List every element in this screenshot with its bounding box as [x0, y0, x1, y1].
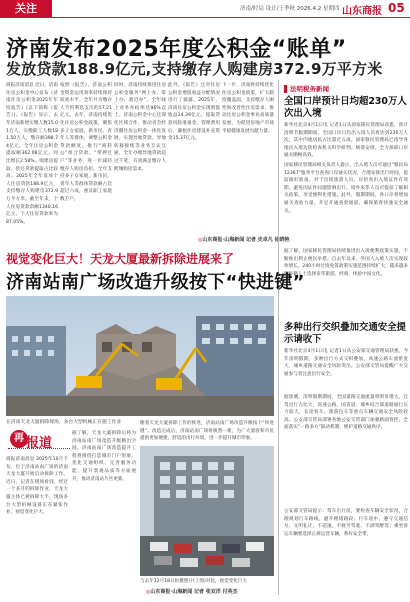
article2-author: [146, 588, 238, 595]
right-article2-para1: 新华社北京4月1日电 记者1日从公安部交通管理局获悉，今年清明假期，多种出行方式交织叠加，高速公路车流密度大，城乡道路交通安全风险突出。公安部交管局提醒广大交通参与者注意出行安全。: [284, 349, 408, 377]
article1-column-2: 按照《报告》，济南公积金资金运用效率持续保持较高水平。全年共为缴存人节约利息支出约57.21亿元。去年，济南持续优化住房公积金政策，聚焦多子女家庭、新市民、青年人等群体，调整公积金贷款额度，推行“商转公”组合贷款、“带押过户”等业务，进一步减轻缴存人购房负担。全年支持多子女家庭、新市民、青年人等群体贷款额占比超过六成，惠及职工家庭数万户。: [60, 83, 112, 202]
right-article1-para3: 据了解，国家移民管理局持续推进出入境便利政策实施，不断推出利企便民举措。自去年以来，外国人入境人次实现较快增长，240小时过境免签政策实施范围持续扩大，越来越多的外籍人士选择来华旅游、经商，体验中国文化。: [284, 249, 408, 277]
article2-author-text: 山东商报·山海新闻 记者 张双洋 付英杰: [150, 589, 238, 595]
article1-column-3: 同时，济南持续推进住房公积金服务“网上办、掌上办、就近办”，全年线上业务办结率达96%以上。济南公积金中心还深化区域合作，推动省会经济圈住房公积金一体化发展，实现异地贷款、异地转移接续等业务互认互通，全年办理异地贷款超过千笔，有效满足缴存人跨城购房需求。: [114, 83, 166, 172]
issue-info: 济南/时局 设计/王季秋 2026.4.2 星期四: [240, 6, 340, 12]
section-bar-icon: [284, 85, 287, 93]
comparison-photo-caption: 与去年12月18日拍摄照片(上图)对比，视觉变化巨大: [140, 579, 248, 584]
page-header: [0, 0, 410, 18]
article1-column-1: 商报济南消息 近日，济南住房公积金中心发布《济南住房公积金2025年年度报告》(以下简称《报告》)。《报告》显示，去年济南新增实缴人数15.01万人，实缴职工人数181.50万人，缴存额398.74亿元。全年住房公积金提取额362.08亿元，同比增长2.58%。购建房提取、偿还贷款提取占比较高。2025年全年发放个人住房贷款188.9亿元，支持缴存人购建房372.9万平方米。截至年末，个人住房贷款余额1340.16亿元，个人住房贷款率为87.05%。: [6, 83, 58, 225]
refocus-badge: [6, 428, 72, 452]
article2-column-3: 随着天龙大厦拆除工作的推进，济南站南广场改造升级按下“快进键”。改造完成后，济南站南广场将焕然一新，为广大旅客和市民提供更加便捷、舒适的出行环境，进一步提升城市形象。: [140, 421, 274, 442]
right-section-tag: [284, 84, 404, 94]
article1-subhead: 发放贷款188.9亿元,支持缴存人购建房372.9万平方米: [6, 60, 383, 78]
comparison-photo-illustration: [140, 446, 274, 576]
right-article2-para2: 据预测，清明假期期间，全国道路交通流量将明显增大，自驾出行占比大，高速公路、国省道、城乡结合部道路通行压力较大，长途客车、旅游包车等重点车辆交通安全风险较高。公安部交管局部署各地公安交管部门加强路面管控，全面落实“一路多方”联动机制，维护道路交通秩序。: [284, 395, 408, 431]
right-article1-title: 全国口岸预计日均超230万人次出入境: [284, 96, 407, 119]
refocus-divider: [8, 448, 70, 450]
paper-name: 山东商报: [342, 6, 382, 17]
right-article2-para3: 公安部交管局提示：驾车出行前，要检查车辆安全状况，合理规划行车路线，避开拥堵路段；行车途中，遵守交通信号，文明礼让，不超速、不疲劳驾驶、不酒驾醉驾；乘坐客运车辆要选择正规运营车辆，系好安全带。: [284, 509, 408, 537]
page-number: 05: [388, 1, 405, 15]
right-article2-title: 多种出行交织叠加交通安全提示请收下: [284, 322, 406, 345]
author-marker-icon: ◎: [146, 589, 151, 595]
article2-column-2: 据了解，天龙大厦拆除后将为济南站南广场改造升级腾出空间。济南站南广场改造提升工程将围绕打造城市门户形象，优化交通组织、完善服务功能、提升景观品质等方面展开，推动济南站片区更新。: [72, 431, 136, 482]
article1-author-text: 山东商报·山海新闻 记者 史卓凡 徐晓艳: [202, 237, 290, 243]
comparison-photo: [140, 446, 274, 576]
article2-headline: 济南站南广场改造升级按下“快进键”: [6, 272, 305, 293]
article1-headline: 济南发布2025年度公积金“账单”: [6, 37, 347, 62]
right-article1-para2: 国家移民管理局相关负责人提示，出入境人员可通过“移民局12367”服务平台查询口岸通关状况，合理安排出行时间，提前做好准备。对于出境旅游人员，应检查出入境证件有效期，避免因证件问题影响出行。境外来华人员可提前了解相关政策，享受便利化措施。此外，假期期间，各口岸将增加通关查验力量，开足开通查验通道，确保旅客快速安全通关。: [284, 163, 408, 214]
demolition-photo-illustration: [6, 296, 274, 416]
article2-column-1: 商报济南消息 2025年10月下旬，位于济南站南广场的济南天龙大厦开始启动拆除工作。近日，记者在现场看到，经过一个多月的拆除作业，天龙大厦主体已被拆除大半，现场多台大型机械设备正在紧张作业，视觉变化巨大。: [6, 457, 68, 516]
right-article1-para1: 新华社北京4月1日电 记者1日从国家移民管理局获悉，预计清明节假期期间，全国口岸日均出入境人员将达到230万人次，其中内地居民占比超过五成。国家移民管理局已指导各地出入境边防检查机关科学研判、统筹安排，全力保障口岸通关顺畅高效。: [284, 123, 408, 159]
author-marker-icon: ◎: [198, 237, 203, 243]
right-section-label: 法明税务新闻: [290, 85, 329, 93]
demolition-photo-caption: 在济南天龙大厦拆除现场，多台大型机械正在施工作业: [6, 420, 122, 425]
article2-kicker: 视觉变化巨大！天龙大厦最新拆除进展来了: [6, 252, 235, 266]
refocus-badge-text: 报道: [26, 436, 53, 451]
article1-column-5: 下一步，济南将持续优化住房公积金政策，扩大制度覆盖面，支持缴存人刚性和改善性住房需求，推动住房公积金事业高质量发展，为促进房地产市场平稳健康发展贡献力量。: [222, 83, 274, 134]
demolition-site-photo: [6, 296, 274, 416]
article1-author: [198, 236, 290, 243]
refocus-badge-char: 再: [10, 430, 28, 448]
section-tag: 关注: [0, 0, 52, 18]
article1-column-4: 此外，《报告》还对住房公积金增值收益分配情况进行了披露。2025年，济南住房公积金实现增值收益24.39亿元，提取贷款风险准备金、管理费用后，廉租住房建设补充资金15.37亿元。: [168, 83, 220, 142]
column-divider: [278, 80, 279, 595]
